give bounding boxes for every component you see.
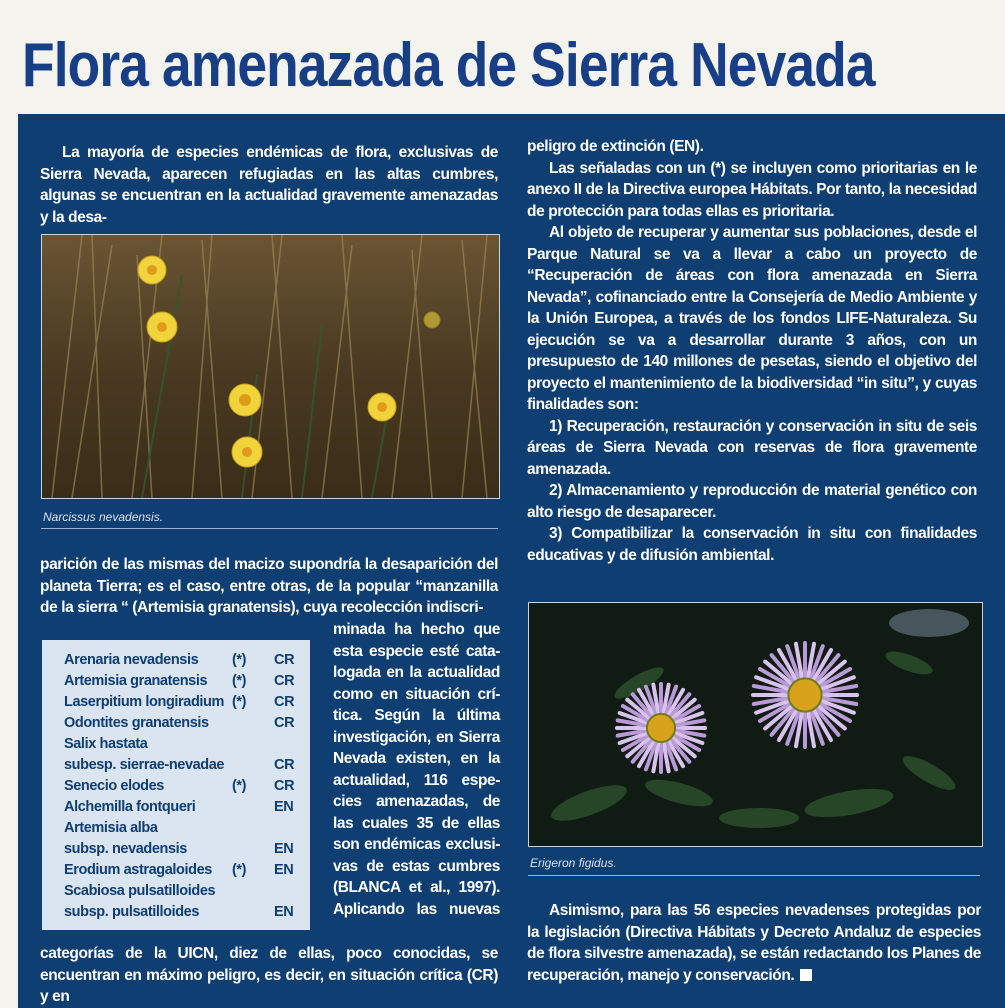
narrow-column-line: actualidad, 116 espe- xyxy=(333,771,500,789)
species-row xyxy=(64,652,300,673)
col1-intro-paragraph: La mayoría de especies endémicas de flora, exclusivas de Sierra Nevada, aparecen refugiadas en las altas cumbres, algunas se encuentran en la actualidad gravemente amenazadas y la desa- xyxy=(40,144,498,226)
col1-end-paragraph: categorías de la UICN, diez de ellas, poco conocidas, se encuentran en máximo peligro, es decir, en situación crítica (CR) y en xyxy=(40,945,498,1005)
species-row xyxy=(64,862,300,883)
narrow-column-line: Nevada existen, en la xyxy=(333,750,500,767)
species-row xyxy=(64,799,300,820)
species-name: Arenaria nevadensis xyxy=(64,652,199,668)
species-category: CR xyxy=(274,778,295,794)
species-row xyxy=(64,820,300,841)
narrow-column xyxy=(333,619,500,920)
col2-final-paragraph xyxy=(527,900,981,986)
col2-top xyxy=(527,136,977,566)
narrow-column-line: son endémicas exclusi- xyxy=(333,836,500,853)
species-name: Artemisia granatensis xyxy=(64,673,208,689)
species-category: EN xyxy=(274,799,294,815)
species-category: CR xyxy=(274,673,295,689)
caption2-rule xyxy=(528,875,980,876)
species-row xyxy=(64,904,300,925)
erigeron-photo xyxy=(528,602,983,847)
species-row xyxy=(64,841,300,862)
col1-continued-paragraph: parición de las mismas del macizo supondría la desaparición del planeta Tierra; es el caso, entre otras, de la popular “manzanilla de la sierra “ (Artemisia granatensis), cuya recolección indiscri- xyxy=(40,556,498,616)
species-priority-mark: (*) xyxy=(232,652,247,668)
species-category: EN xyxy=(274,904,294,920)
col2-paragraph-6: 3) Compatibilizar la conservación in situ con finalidades educativas y de difusión ambiental. xyxy=(527,525,977,564)
article-title: Flora amenazada de Sierra Nevada xyxy=(22,31,875,100)
species-category: CR xyxy=(274,715,295,731)
col2-paragraph-4: 1) Recuperación, restauración y conservación in situ de seis áreas de Sierra Nevada con reservas de flora gravemente amenazada. xyxy=(527,417,977,478)
species-name: subesp. sierrae-nevadae xyxy=(64,757,225,773)
species-row xyxy=(64,778,300,799)
caption1-rule xyxy=(41,528,498,529)
narcissus-photo-illustration xyxy=(42,235,499,498)
narrow-column-line: cies amenazadas, de xyxy=(333,793,500,810)
species-priority-mark: (*) xyxy=(232,673,247,689)
species-category: EN xyxy=(274,862,294,878)
species-category: CR xyxy=(274,652,295,668)
species-priority-mark: (*) xyxy=(232,778,247,794)
narcissus-photo xyxy=(41,234,500,499)
species-row xyxy=(64,883,300,904)
species-priority-mark: (*) xyxy=(232,694,247,710)
species-table xyxy=(42,640,310,930)
species-row xyxy=(64,694,300,715)
col2-final-text: Asimismo, para las 56 especies nevadenses protegidas por la legislación (Directiva Hábitats y Decreto Andaluz de especies de flora silvestre amenazada), se están redactando los Planes de recuperación, manejo y conservación. xyxy=(527,902,981,984)
species-name: Scabiosa pulsatilloides xyxy=(64,883,216,899)
narrow-column-line: investigación, en Sierra xyxy=(333,728,500,746)
col1-end xyxy=(40,943,498,1008)
species-row xyxy=(64,736,300,757)
species-row xyxy=(64,673,300,694)
narrow-column-line: tica. Según la última xyxy=(333,707,500,724)
species-row xyxy=(64,715,300,736)
species-name: Senecio elodes xyxy=(64,778,164,794)
species-name: subsp. pulsatilloides xyxy=(64,904,200,920)
species-category: EN xyxy=(274,841,294,857)
col2-paragraph-1: peligro de extinción (EN). xyxy=(527,138,704,155)
col1-continued xyxy=(40,554,498,619)
cropped-previous-text-line xyxy=(0,0,1005,22)
col2-paragraph-2: Las señaladas con un (*) se incluyen como prioritarias en le anexo II de la Directiva europea Hábitats. Por tanto, la necesidad de protección para todas ellas es prioritaria. xyxy=(527,159,977,220)
narrow-column-line: (BLANCA et al., 1997). xyxy=(333,879,500,896)
species-row xyxy=(64,757,300,778)
col2-final xyxy=(527,900,981,986)
narrow-column-line: esta especie esté cata- xyxy=(333,642,500,660)
narrow-column-line: minada ha hecho que xyxy=(333,621,500,638)
species-name: Artemisia alba xyxy=(64,820,158,836)
narrow-column-line: logada en la actualidad xyxy=(333,664,500,681)
narrow-column-line: Aplicando las nuevas xyxy=(333,900,500,918)
species-name: subsp. nevadensis xyxy=(64,841,187,857)
species-priority-mark: (*) xyxy=(232,862,247,878)
species-name: Erodium astragaloides xyxy=(64,862,212,878)
species-name: Alchemilla fontqueri xyxy=(64,799,196,815)
narrow-column-line: vas de estas cumbres xyxy=(333,857,500,875)
col2-paragraph-3: Al objeto de recuperar y aumentar sus poblaciones, desde el Parque Natural se va a llevar a cabo un proyecto de “Recuperación de áreas con flora amenazada en Sierra Nevada”, cofinanciado entre la Consejería de Medio Ambiente y la Unión Europea, a través de los fondos LIFE-Naturaleza. Su ejecución se va a desarrollar durante 3 años, con un presupuesto de 140 millones de pesetas, siendo el objetivo del proyecto el mantenimiento de la biodiversidad “in situ”, y cuyas finalidades son: xyxy=(527,224,977,413)
narrow-column-line: como en situación crí- xyxy=(333,685,500,703)
species-name: Salix hastata xyxy=(64,736,148,752)
narrow-column-line: las cuales 35 de ellas xyxy=(333,814,500,832)
erigeron-photo-illustration xyxy=(529,603,982,846)
erigeron-caption: Erigeron figidus. xyxy=(530,856,617,870)
species-category: CR xyxy=(274,757,295,773)
species-name: Laserpitium longiradium xyxy=(64,694,224,710)
species-name: Odontites granatensis xyxy=(64,715,209,731)
end-of-article-square-icon xyxy=(800,969,812,981)
col2-paragraph-5: 2) Almacenamiento y reproducción de material genético con alto riesgo de desaparecer. xyxy=(527,482,977,521)
narcissus-caption: Narcissus nevadensis. xyxy=(43,510,164,524)
col1-intro xyxy=(40,142,498,228)
species-category: CR xyxy=(274,694,295,710)
